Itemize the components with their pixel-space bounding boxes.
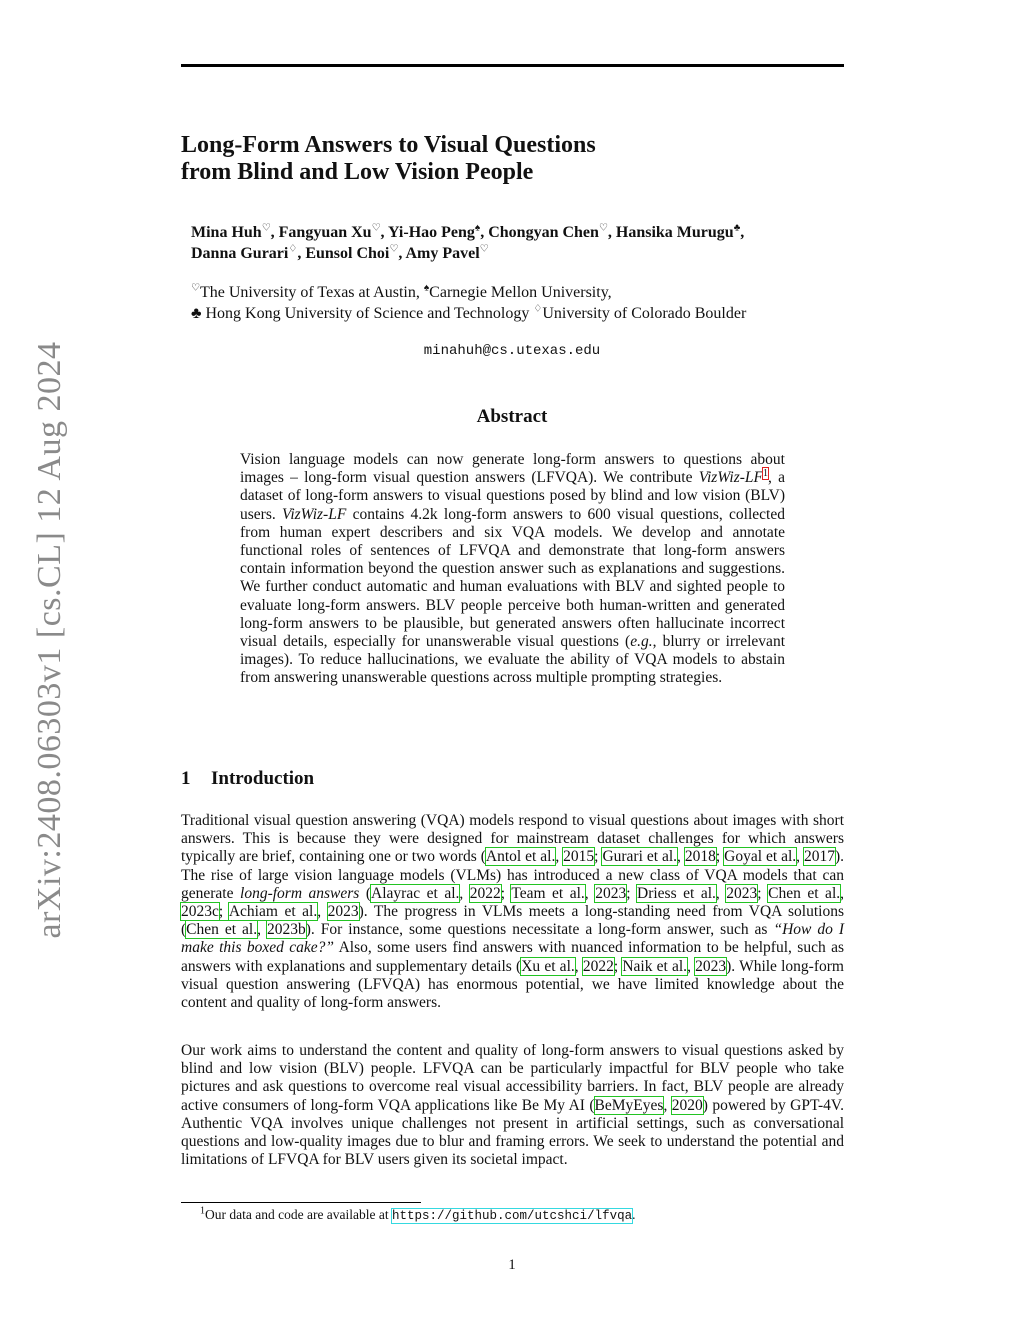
author-list: Mina Huh♡, Fangyuan Xu♡, Yi-Hao Peng♠, Chongyan Chen♡, Hansika Murugu♣, Danna Gurari♢, Eunsol Choi♡, Amy Pavel♡ xyxy=(191,222,745,262)
abstract-heading: Abstract xyxy=(476,406,548,427)
dataset-name: VizWiz-LF xyxy=(698,469,763,487)
author-name: Danna Gurari xyxy=(191,245,289,262)
footnote xyxy=(200,1206,840,1225)
citation-link[interactable]: 2023 xyxy=(595,884,627,902)
author-name: Chongyan Chen xyxy=(488,224,599,241)
citation-link[interactable]: 2015 xyxy=(563,848,595,866)
citation-link[interactable]: 2022 xyxy=(469,884,501,902)
citation-link[interactable]: Chen et al. xyxy=(768,884,841,902)
citation-link[interactable]: Xu et al. xyxy=(521,957,575,975)
title-line-2: from Blind and Low Vision People xyxy=(181,159,534,185)
citation-link[interactable]: 2023 xyxy=(327,903,359,921)
affil-mark: ♢ xyxy=(533,303,543,315)
citation-link[interactable]: Chen et al. xyxy=(186,921,258,939)
citation-link[interactable]: 2023 xyxy=(726,884,758,902)
intro-paragraph-2: Our work aims to understand the content and quality of long-form answers to visual questions asked by blind and low vision (BLV) people. LFVQA can be particularly impactful for BLV people who take pictures and ask questions to overcome real visual accessibility barriers. In fact, BLV people are already active consumers of long-form VQA applications like Be My AI (BeMyEyes, 2020) powered by GPT-4V. Authentic VQA involves unique challenges not present in artificial settings, such as conversational questions and low-quality images due to blur and framing errors. We seek to understand the potential and limitations of LFVQA for BLV users given its societal impact. xyxy=(181,1042,844,1169)
abstract-text: , a dataset of long-form answers to visual questions posed by blind and low vision (BLV) users. xyxy=(240,469,785,523)
footnote-url-link[interactable]: https://github.com/utcshci/lfvqa xyxy=(392,1209,633,1223)
citation-link[interactable]: Alayrac et al. xyxy=(371,884,460,902)
affiliation-hkust: Hong Kong University of Science and Technology xyxy=(205,305,530,322)
citation-link[interactable]: Antol et al. xyxy=(485,848,556,866)
paragraph-text: ). The progress in VLMs meets a long-standing need from VQA solutions ( xyxy=(181,903,844,939)
citation-link[interactable]: 2022 xyxy=(582,957,614,975)
affil-mark: ♡ xyxy=(479,243,489,255)
footnote-text: . xyxy=(632,1207,636,1222)
abstract-text: e.g. xyxy=(630,633,653,651)
citation-link[interactable]: 2017 xyxy=(803,848,835,866)
affiliation-cmu: Carnegie Mellon University, xyxy=(429,284,612,301)
author-name: Mina Huh xyxy=(191,224,262,241)
citation-link[interactable]: 2018 xyxy=(684,848,716,866)
citation-link[interactable]: 2023b xyxy=(267,921,306,939)
section-title: Introduction xyxy=(211,768,315,789)
affil-mark: ♠ xyxy=(474,222,481,234)
affiliation-cu-boulder: University of Colorado Boulder xyxy=(542,305,747,322)
section-heading-introduction xyxy=(181,768,581,790)
citation-link[interactable]: 2020 xyxy=(671,1096,703,1114)
emphasis-text: “How do I make this boxed cake?” xyxy=(181,921,845,957)
affiliations xyxy=(191,282,851,324)
intro-paragraph-1: Traditional visual question answering (VQA) models respond to visual questions about images with short answers. This is because they were designed for mainstream dataset challenges for which answers typically are brief, containing one or two words (Antol et al., 2015; Gurari et al., 2018; Goyal et al., 2017). The rise of large vision language models (VLMs) has introduced a new class of VQA models that can generate long-form answers (Alayrac et al., 2022; Team et al., 2023; Driess et al., 2023; Chen et al., 2023c; Achiam et al., 2023). The progress in VLMs meets a long-standing need from VQA solutions (Chen et al., 2023b). For instance, some questions necessitate a long-form answer, such as “How do I make this boxed cake?” Also, some users find answers with nuanced information to be helpful, such as answers with explanations and supplementary details (Xu et al., 2022; Naik et al., 2023). While long-form visual question answering (LFVQA) has enormous potential, we have limited knowledge about the content and quality of long-form answers. xyxy=(181,812,845,1012)
citation-link[interactable]: Naik et al. xyxy=(622,957,688,975)
affil-mark: ♡ xyxy=(371,222,381,234)
affil-mark: ♣ xyxy=(733,222,741,234)
affil-mark: ♡ xyxy=(598,222,608,234)
citation-link[interactable]: Driess et al. xyxy=(637,884,716,902)
title-line-1: Long-Form Answers to Visual Questions xyxy=(181,132,596,158)
abstract-text: , blurry or irrelevant images). To reduce hallucinations, we evaluate the ability of VQA models to abstain from answering unanswerable questions across multiple prompting strategies. xyxy=(240,633,785,687)
paragraph-text: ). While long-form visual question answering (LFVQA) has enormous potential, we have limited knowledge about the content and quality of long-form answers. xyxy=(181,957,844,1012)
citation-link[interactable]: 2023 xyxy=(695,957,727,975)
arxiv-identifier: arXiv:2408.06303v1 [cs.CL] 12 Aug 2024 xyxy=(31,341,68,939)
author-name: Yi-Hao Peng xyxy=(387,224,475,241)
footnote-mark: 1 xyxy=(200,1205,205,1217)
citation-link[interactable]: Gurari et al. xyxy=(602,848,678,866)
author-name: Amy Pavel xyxy=(405,245,480,262)
paragraph-text: Traditional visual question answering (VQA) models respond to visual questions about images with short answers. This is because they were designed for mainstream dataset challenges for which answers typically are brief, containing one or two words ( xyxy=(181,812,844,866)
citation-link[interactable]: 2023c xyxy=(181,903,219,921)
author-name: Fangyuan Xu xyxy=(278,224,372,241)
citation-link[interactable]: Goyal et al. xyxy=(724,848,797,866)
paragraph-text: ) powered by GPT-4V. Authentic VQA involves unique challenges not present in artificial settings, such as conversational questions and low-quality images due to blur and framing errors. We seek to understand the potential and limitations of LFVQA for BLV users given its societal impact. xyxy=(181,1096,844,1169)
affil-mark: ♡ xyxy=(389,243,399,255)
emphasis-text: long-form answers xyxy=(240,884,360,902)
paper-title xyxy=(181,132,781,186)
paragraph-text: Also, some users find answers with nuanced information to be helpful, such as answers with explanations and supplementary details ( xyxy=(181,939,844,975)
citation-link[interactable]: Achiam et al. xyxy=(228,903,318,921)
affil-mark: ♣ xyxy=(191,305,202,322)
abstract-text: Vision language models can now generate long-form answers to questions about images – long-form visual question answers (LFVQA). We contribute xyxy=(240,451,785,487)
paragraph-text: ). For instance, some questions necessitate a long-form answer, such as xyxy=(305,921,774,939)
affil-mark: ♠ xyxy=(423,282,430,294)
author-name: Eunsol Choi xyxy=(305,245,390,262)
abstract-text: contains 4.2k long-form answers to 600 visual questions, collected from human expert describers and six VQA models. We develop and annotate functional roles of sentences of LFVQA and demonstrate that long-form answers contain information beyond the question answer such as explanations and suggestions. We further conduct automatic and human evaluations with BLV and sighted people to evaluate long-form answers. BLV people perceive both human-written and generated long-form answers to be plausible, but generated answers often hallucinate incorrect visual details, especially for unanswerable visual questions ( xyxy=(240,505,785,651)
contact-email: minahuh@cs.utexas.edu xyxy=(423,343,601,359)
footnote-link[interactable]: 1 xyxy=(763,468,768,480)
author-name: Hansika Murugu xyxy=(615,224,734,241)
footnote-text: Our data and code are available at xyxy=(205,1207,393,1222)
section-number: 1 xyxy=(181,768,191,789)
top-rule xyxy=(181,64,844,67)
paragraph-text: Our work aims to understand the content and quality of long-form answers to visual questions asked by blind and low vision (BLV) people. LFVQA can be particularly impactful for BLV people who take pictures and ask questions to overcome real visual accessibility barriers. In fact, BLV people are already active consumers of long-form VQA applications like Be My AI ( xyxy=(181,1042,844,1114)
affil-mark: ♡ xyxy=(261,222,271,234)
footnote-rule xyxy=(181,1202,421,1203)
page-number: 1 xyxy=(508,1257,516,1273)
affil-mark: ♢ xyxy=(288,243,298,255)
citation-link[interactable]: Team et al. xyxy=(511,884,585,902)
citation-link[interactable]: BeMyEyes xyxy=(594,1096,664,1114)
affil-mark: ♡ xyxy=(191,282,200,294)
dataset-name: VizWiz-LF xyxy=(282,505,347,523)
paragraph-text: ). The rise of large vision language models (VLMs) has introduced a new class of VQA models that can generate xyxy=(181,848,845,902)
abstract-body xyxy=(240,451,785,688)
affiliation-ut-austin: The University of Texas at Austin, xyxy=(199,284,420,301)
